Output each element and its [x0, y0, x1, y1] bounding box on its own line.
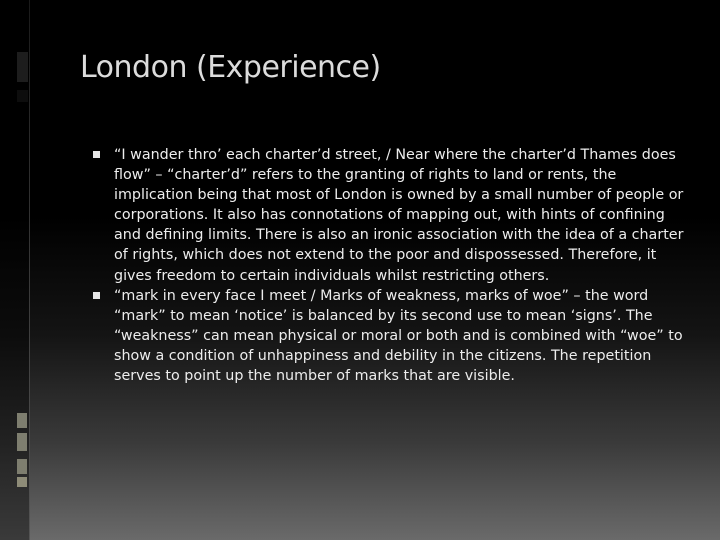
decorative-block [17, 433, 27, 451]
bullet-text: “I wander thro’ each charter’d street, / Near where the charter’d Thames does flow” – “charter’d” refers to the granting of rights to land or rents, the implication being that most of London is owned by a small number of people or corporations. It also has connotations of mapping out, with hints of confining and defining limits. There is also an ironic association with the idea of a charter of rights, which does not extend to the poor and dispossessed. Therefore, it gives freedom to certain individuals whilst restricting others. [114, 147, 684, 284]
bullet-text: “mark in every face I meet / Marks of weakness, marks of woe” – the word “mark” to mean ‘notice’ is balanced by its second use to mean ‘signs’. The “weakness” can mean physical or moral or both and is combined with “woe” to show a condition of unhappiness and debility in the citizens. The repetition serves to point up the number of marks that are visible. [114, 287, 683, 385]
title-accent-bar [17, 52, 28, 82]
bullet-item [93, 145, 688, 286]
slide-title: London (Experience) [80, 50, 381, 85]
decorative-block [17, 477, 27, 487]
bullet-item [93, 286, 688, 386]
left-strip-divider [29, 0, 30, 540]
decorative-block [17, 413, 27, 428]
decorative-block [17, 459, 27, 474]
square-bullet-icon [93, 292, 100, 299]
square-bullet-icon [93, 151, 100, 158]
title-accent-bar-small [17, 90, 28, 102]
bullet-list [93, 145, 688, 386]
